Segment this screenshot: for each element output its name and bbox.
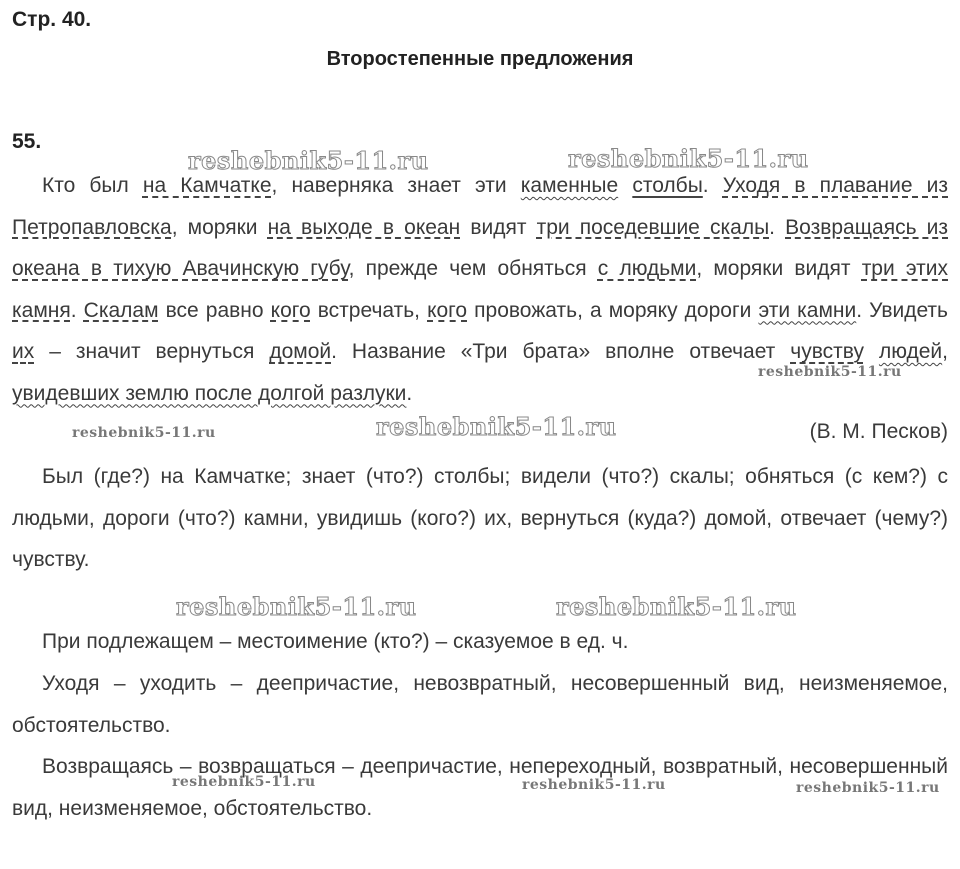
watermark: reshebnik5-11.ru — [176, 592, 417, 621]
watermark: reshebnik5-11.ru — [172, 774, 316, 790]
watermark: reshebnik5-11.ru — [376, 412, 617, 441]
questions-paragraph: Был (где?) на Камчатке; знает (что?) столбы; видели (что?) скалы; обняться (с кем?) с людьми, дороги (что?) камни, увидишь (кого?) их, вернуться (куда?) домой, отвечает (чему?) чувству. — [12, 465, 948, 571]
section-title: Второстепенные предложения — [326, 48, 634, 70]
watermark: reshebnik5-11.ru — [522, 777, 666, 793]
watermark: reshebnik5-11.ru — [758, 364, 902, 380]
analysis-paragraph-2: Уходя – уходить – деепричастие, невозвратный, несовершенный вид, неизменяемое, обстоятельство. — [12, 672, 948, 737]
exercise-text: Кто был на Камчатке, наверняка знает эти каменные столбы. Уходя в плавание из Петропавловска, моряки на выходе в океан видят три поседевшие скалы. Возвращаясь из океана в тихую Авачинскую губу, прежде чем обняться с людьми, моряки видят три этих камня. Скалам все равно кого встречать, кого провожать, а моряку дороги эти камни. Увидеть их – значит вернуться домой. Название «Три брата» вполне отвечает чувству людей, увидевших землю после долгой разлуки. — [12, 174, 949, 405]
analysis-paragraph-1: При подлежащем – местоимение (кто?) – сказуемое в ед. ч. — [42, 630, 629, 653]
watermark: reshebnik5-11.ru — [72, 425, 216, 441]
watermark: reshebnik5-11.ru — [568, 144, 809, 173]
author-attribution: (В. М. Песков) — [809, 420, 948, 443]
exercise-number: 55. — [12, 130, 42, 153]
watermark: reshebnik5-11.ru — [188, 146, 429, 175]
watermark: reshebnik5-11.ru — [796, 780, 940, 796]
watermark: reshebnik5-11.ru — [556, 592, 797, 621]
page-number: Стр. 40. — [12, 8, 92, 31]
analysis-paragraph-3: Возвращаясь – возвращаться – деепричастие, непереходный, возвратный, несовершенный вид, неизменяемое, обстоятельство. — [12, 755, 948, 820]
